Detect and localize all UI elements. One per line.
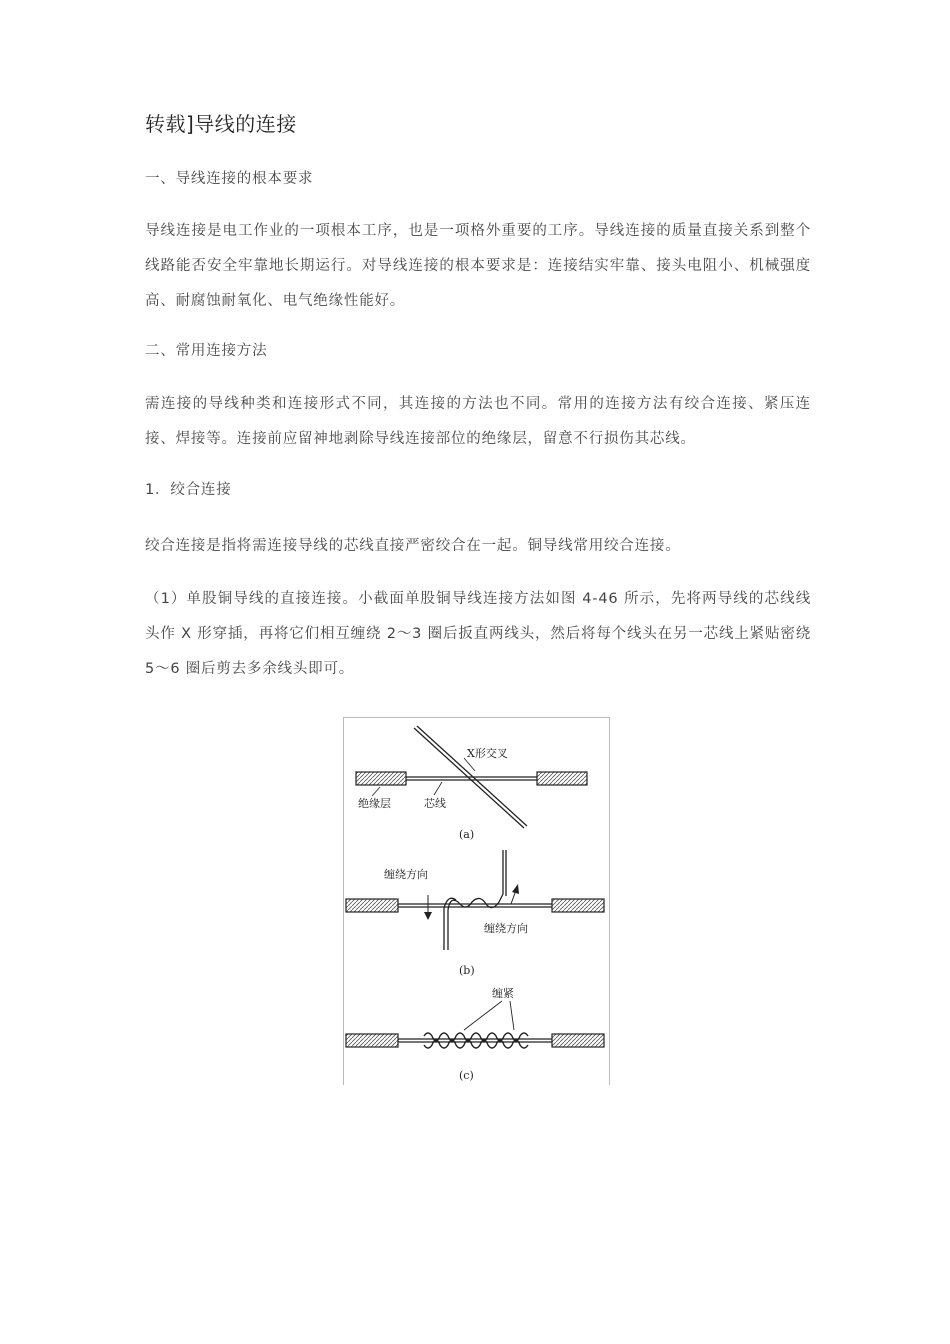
diagram-a bbox=[356, 726, 587, 841]
subsection-heading-twist: 1．绞合连接 bbox=[145, 482, 232, 498]
paragraph-requirements: 导线连接是电工作业的一项根本工序，也是一项格外重要的工序。导线连接的质量直接关系到整个线路能否安全牢靠地长期运行。对导线连接的根本要求是：连接结实牢靠、接头电阻小、机械强度高、耐腐蚀耐氧化、电气绝缘性能好。 bbox=[145, 223, 811, 309]
document-title: 转载]导线的连接 bbox=[145, 112, 297, 136]
paragraph-twist: 绞合连接是指将需连接导线的芯线直接严密绞合在一起。铜导线常用绞合连接。 bbox=[145, 538, 681, 554]
caption-b: (b) bbox=[459, 964, 475, 977]
paragraph-methods: 需连接的导线种类和连接形式不同，其连接的方法也不同。常用的连接方法有绞合连接、紧压连接、焊接等。连接前应留神地剥除导线连接部位的绝缘层，留意不行损伤其芯线。 bbox=[145, 396, 811, 447]
label-insulation: 绝缘层 bbox=[358, 797, 391, 810]
section-heading-methods: 二、常用连接方法 bbox=[145, 343, 268, 359]
wire-connection-figure bbox=[343, 717, 610, 1085]
section-heading-requirements: 一、导线连接的根本要求 bbox=[145, 171, 314, 187]
diagram-b bbox=[346, 850, 604, 977]
caption-a: (a) bbox=[459, 828, 475, 841]
diagram-c bbox=[346, 986, 604, 1082]
wire-connection-diagram bbox=[344, 718, 609, 1085]
label-core: 芯线 bbox=[424, 797, 446, 810]
label-x-cross: X形交叉 bbox=[467, 747, 508, 760]
paragraph-single-strand: （1）单股铜导线的直接连接。小截面单股铜导线连接方法如图 4-46 所示，先将两导线的芯线线头作 X 形穿插，再将它们相互缠绕 2～3 圈后扳直两线头，然后将每个线头在另一芯线上紧贴密绕 5～6 圈后剪去多余线头即可。 bbox=[145, 591, 811, 677]
label-wind-direction-right: 缠绕方向 bbox=[484, 922, 528, 935]
caption-c: (c) bbox=[459, 1069, 474, 1082]
label-wind-direction-left: 缠绕方向 bbox=[384, 868, 428, 881]
label-tight: 缠紧 bbox=[492, 987, 514, 1000]
